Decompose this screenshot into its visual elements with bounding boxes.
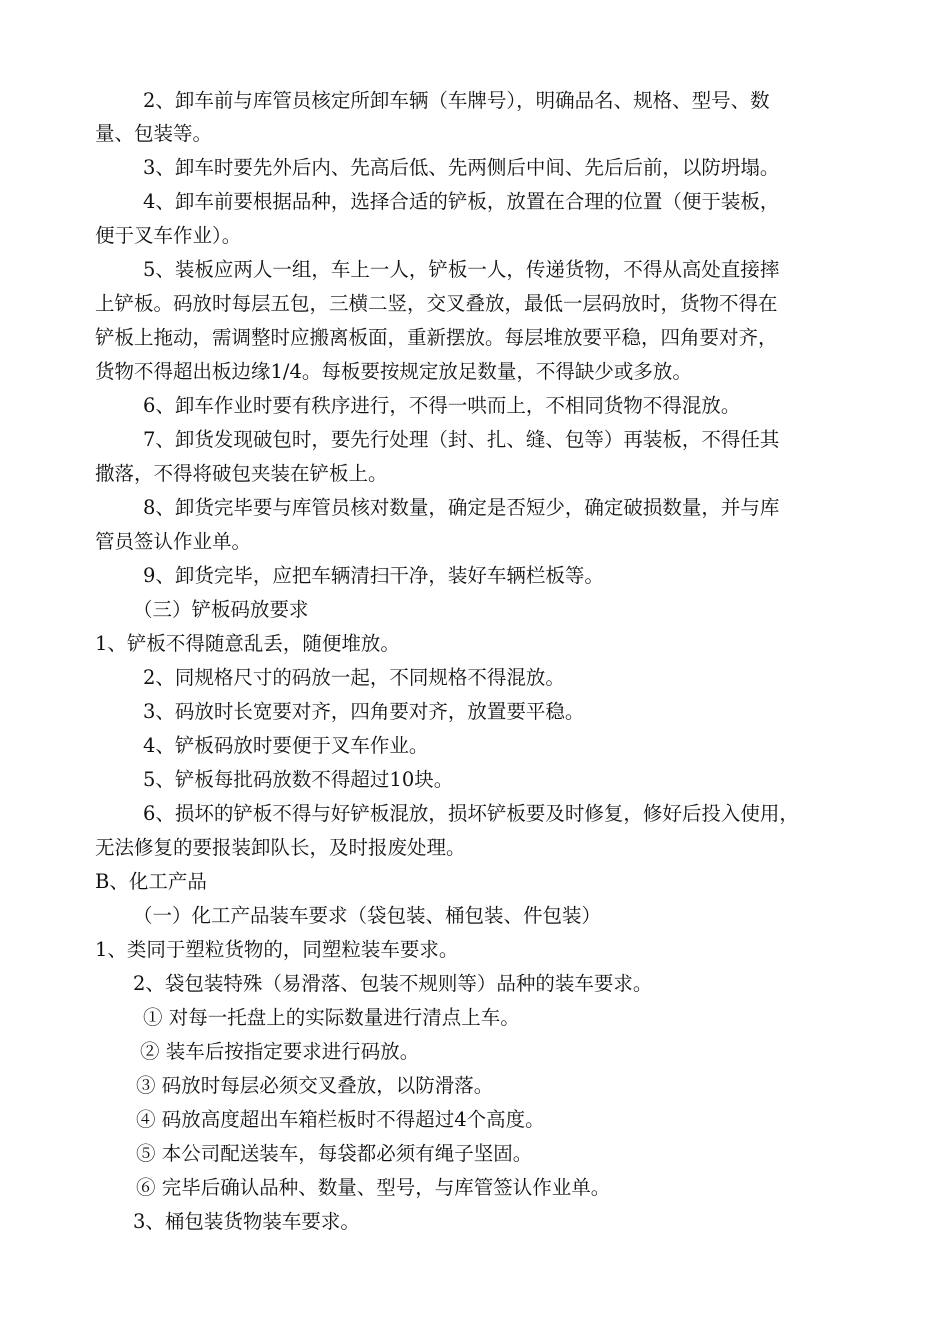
section-heading: （三）铲板码放要求 [133, 598, 309, 621]
paragraph-line: 3、桶包装货物装车要求。 [133, 1210, 360, 1233]
paragraph-line: 3、码放时长宽要对齐，四角要对齐，放置要平稳。 [143, 700, 585, 723]
paragraph-line: 4、铲板码放时要便于叉车作业。 [143, 734, 429, 757]
paragraph-line: 7、卸货发现破包时，要先行处理（封、扎、缝、包等）再装板，不得任其 [143, 428, 780, 451]
paragraph-line: 便于叉车作业）。 [95, 224, 242, 247]
paragraph-line: 管员签认作业单。 [95, 530, 252, 553]
paragraph-line: 5、铲板每批码放数不得超过10块。 [143, 768, 454, 791]
paragraph-line: 2、卸车前与库管员核定所卸车辆（车牌号），明确品名、规格、型号、数 [143, 89, 770, 112]
list-item: ④ 码放高度超出车箱栏板时不得超过4个高度。 [136, 1108, 545, 1131]
list-item: ② 装车后按指定要求进行码放。 [140, 1040, 420, 1063]
paragraph-line: 6、卸车作业时要有秩序进行，不得一哄而上，不相同货物不得混放。 [143, 394, 741, 417]
paragraph-line: 撒落，不得将破包夹装在铲板上。 [95, 462, 388, 485]
paragraph-line: 1、类同于塑粒货物的，同塑粒装车要求。 [95, 938, 459, 961]
paragraph-line: 6、损坏的铲板不得与好铲板混放，损坏铲板要及时修复，修好后投入使用， [143, 802, 799, 825]
paragraph-line: 2、同规格尺寸的码放一起，不同规格不得混放。 [143, 666, 565, 689]
paragraph-line: 1、铲板不得随意乱丢，随便堆放。 [95, 632, 400, 655]
paragraph-line: 4、卸车前要根据品种，选择合适的铲板，放置在合理的位置（便于装板， [143, 190, 780, 213]
paragraph-line: 3、卸车时要先外后内、先高后低、先两侧后中间、先后后前，以防坍塌。 [143, 156, 780, 179]
paragraph-line: 5、装板应两人一组，车上一人，铲板一人，传递货物，不得从高处直接摔 [143, 258, 780, 281]
paragraph-line: 货物不得超出板边缘1/4。每板要按规定放足数量，不得缺少或多放。 [95, 360, 692, 383]
list-item: ⑥ 完毕后确认品种、数量、型号，与库管签认作业单。 [136, 1176, 611, 1199]
paragraph-line: 上铲板。码放时每层五包，三横二竖，交叉叠放，最低一层码放时，货物不得在 [95, 292, 778, 315]
paragraph-line: 8、卸货完毕要与库管员核对数量，确定是否短少，确定破损数量，并与库 [143, 496, 780, 519]
paragraph-line: 无法修复的要报装卸队长，及时报废处理。 [95, 836, 466, 859]
paragraph-line: 2、袋包装特殊（易滑落、包装不规则等）品种的装车要求。 [133, 972, 653, 995]
paragraph-line: 铲板上拖动，需调整时应搬离板面，重新摆放。每层堆放要平稳，四角要对齐， [95, 326, 778, 349]
section-heading: （一）化工产品装车要求（袋包装、桶包装、件包装） [133, 904, 602, 927]
list-item: ③ 码放时每层必须交叉叠放，以防滑落。 [136, 1074, 494, 1097]
paragraph-line: 9、卸货完毕，应把车辆清扫干净，装好车辆栏板等。 [143, 564, 604, 587]
section-heading: B、化工产品 [95, 870, 207, 893]
list-item: ① 对每一托盘上的实际数量进行清点上车。 [143, 1006, 520, 1029]
paragraph-line: 量、包装等。 [95, 122, 213, 145]
list-item: ⑤ 本公司配送装车，每袋都必须有绳子坚固。 [136, 1142, 533, 1165]
